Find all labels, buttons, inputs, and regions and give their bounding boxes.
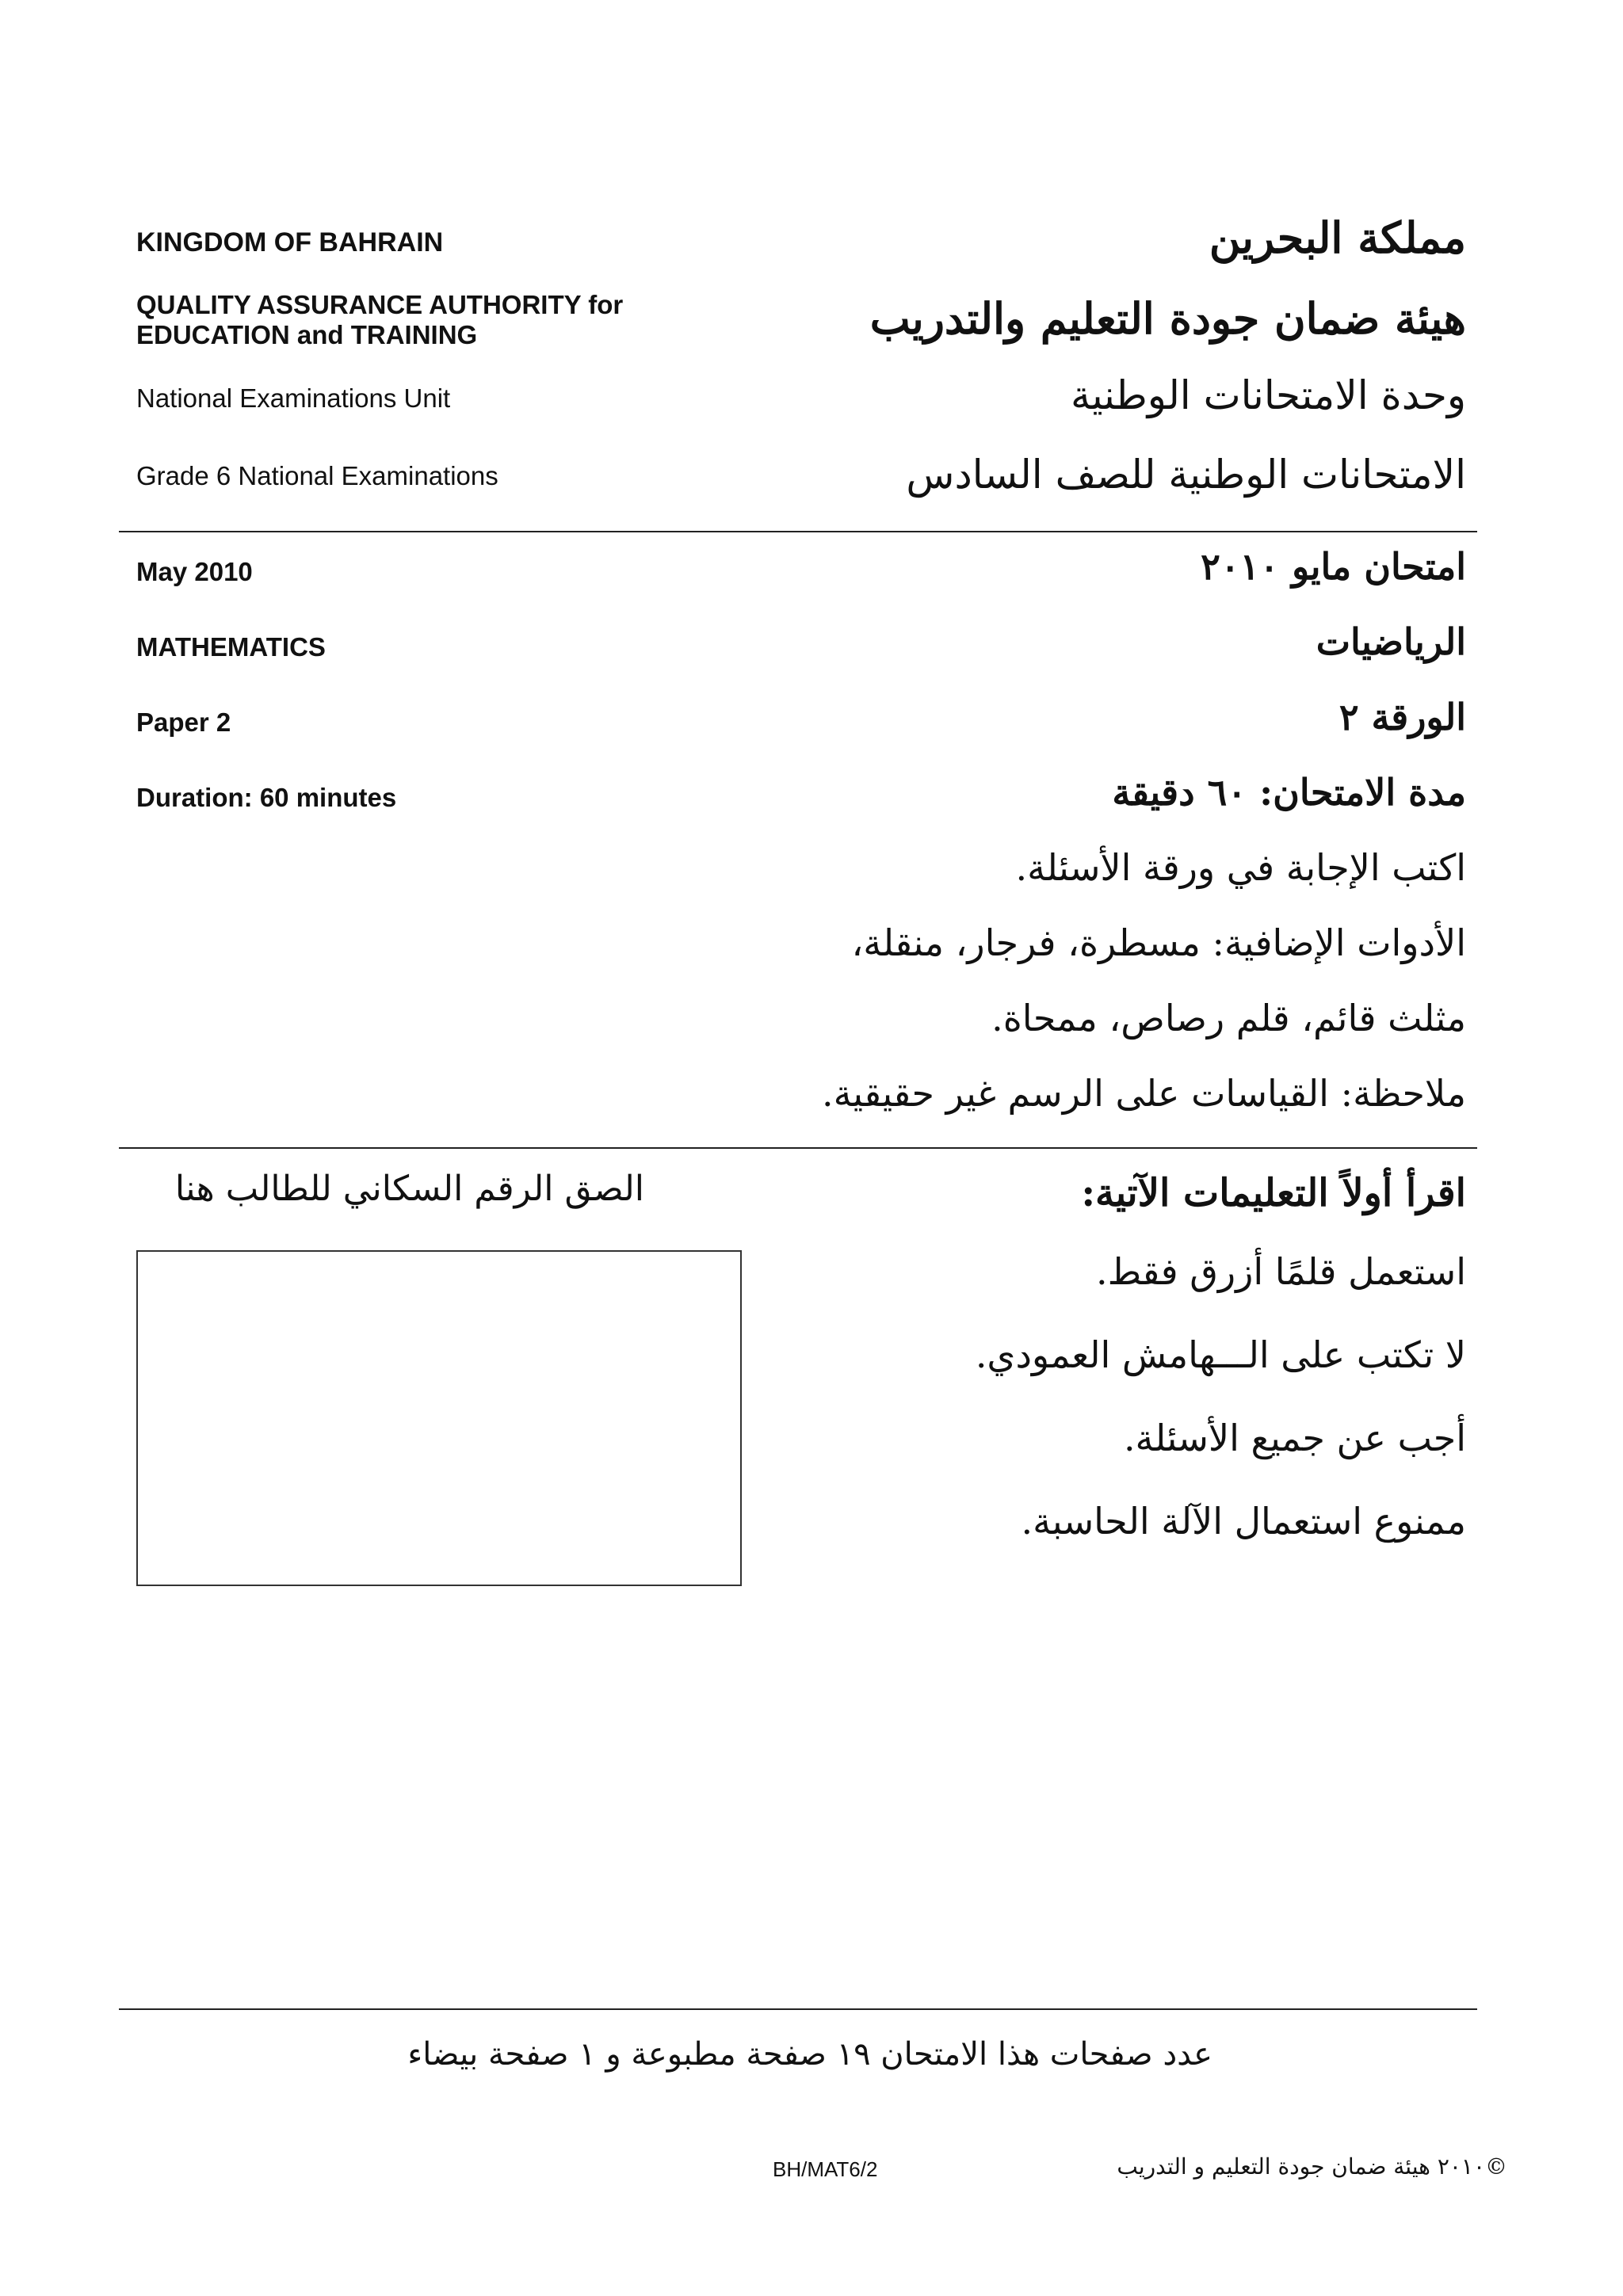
unit-en: National Examinations Unit: [136, 383, 451, 413]
duration-en: Duration: 60 minutes: [136, 783, 397, 812]
tools-line1: الأدوات الإضافية: مسطرة، فرجار، منقلة،: [851, 921, 1466, 964]
barcode-label: الصق الرقم السكاني للطالب هنا: [174, 1169, 644, 1209]
unit-ar: وحدة الامتحانات الوطنية: [1070, 372, 1466, 418]
instruction-item: لا تكتب على الـــهامش العمودي.: [975, 1333, 1466, 1376]
measurement-note: ملاحظة: القياسات على الرسم غير حقيقية.: [821, 1072, 1466, 1115]
page-count-note: عدد صفحات هذا الامتحان ١٩ صفحة مطبوعة و ١ صفحة بيضاء: [407, 2036, 1212, 2073]
tools-line2: مثلث قائم، قلم رصاص، ممحاة.: [991, 997, 1466, 1039]
authority-en-line2: EDUCATION and TRAINING: [136, 320, 478, 349]
instruction-item: استعمل قلمًا أزرق فقط.: [1096, 1250, 1466, 1293]
paper-code: BH/MAT6/2: [773, 2157, 878, 2181]
subject-en: MATHEMATICS: [136, 632, 326, 662]
authority-en-line1: QUALITY ASSURANCE AUTHORITY for: [136, 290, 624, 319]
footer-divider: [119, 2008, 1477, 2010]
paper-en: Paper 2: [136, 707, 231, 737]
info-divider: [119, 1147, 1477, 1149]
answer-note: اكتب الإجابة في ورقة الأسئلة.: [1015, 846, 1466, 889]
subject-ar: الرياضيات: [1316, 620, 1466, 663]
instructions-heading: اقرأ أولاً التعليمات الآتية:: [1081, 1171, 1466, 1215]
grade-en: Grade 6 National Examinations: [136, 461, 498, 490]
kingdom-ar: مملكة البحرين: [1209, 212, 1466, 263]
kingdom-en: KINGDOM OF BAHRAIN: [136, 227, 444, 257]
duration-ar: مدة الامتحان: ٦٠ دقيقة: [1112, 771, 1466, 814]
date-ar: امتحان مايو ٢٠١٠: [1201, 545, 1466, 588]
date-en: May 2010: [136, 557, 253, 586]
instruction-item: ممنوع استعمال الآلة الحاسبة.: [1021, 1500, 1466, 1543]
copyright: ©٢٠١٠ هيئة ضمان جودة التعليم و التدريب: [1117, 2153, 1507, 2180]
header-divider: [119, 531, 1477, 532]
instruction-item: أجب عن جميع الأسئلة.: [1123, 1417, 1466, 1459]
authority-ar: هيئة ضمان جودة التعليم والتدريب: [869, 293, 1466, 344]
grade-ar: الامتحانات الوطنية للصف السادس: [906, 452, 1466, 498]
paper-ar: الورقة ٢: [1338, 696, 1466, 738]
barcode-box: [136, 1250, 742, 1586]
